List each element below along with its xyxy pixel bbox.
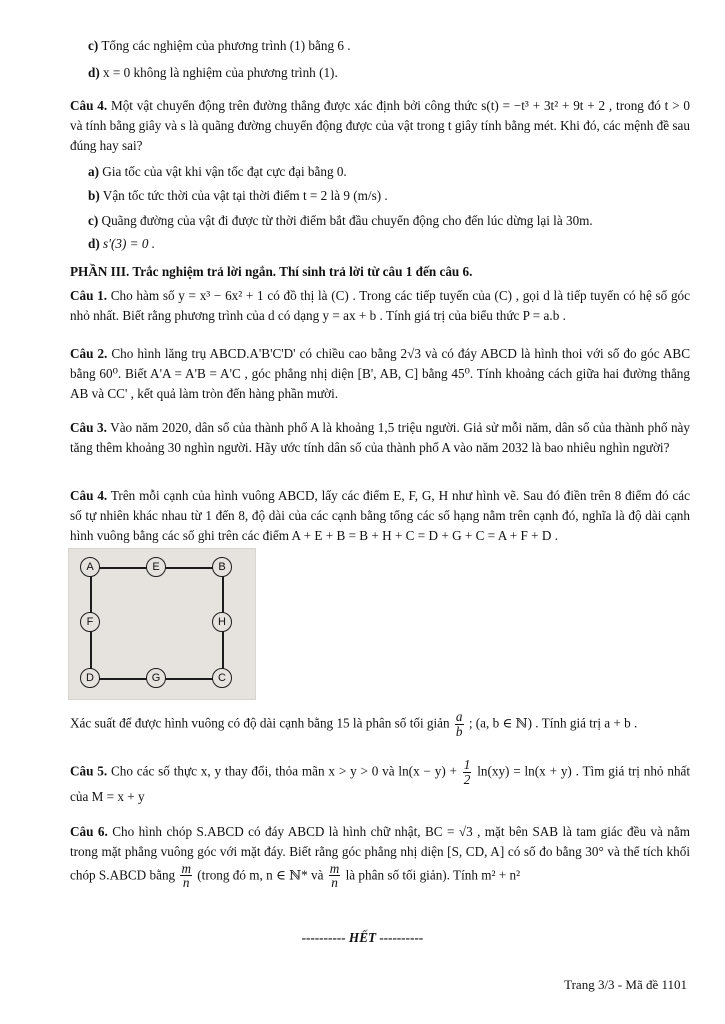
statement-d-prev: d) x = 0 không là nghiệm của phương trình (1). (88, 65, 338, 80)
question-1: Câu 1. Cho hàm số y = x³ − 6x² + 1 có đồ thị là (C) . Trong các tiếp tuyến của (C) , gọi d là tiếp tuyến có hệ số góc nhỏ nhất. Biết rằng phương trình của d có dạng y = ax + b . Tính giá trị của biểu thức P = a.b . (70, 288, 690, 323)
question-6: Câu 6. Cho hình chóp S.ABCD có đáy ABCD là hình chữ nhật, BC = √3 , mặt bên SAB là tam giác đều và nằm trong mặt phẳng vuông góc với mặt đáy. Biết rằng góc phẳng nhị diện [S, CD, A] có số đo bằng 30° và thể tích khối chóp S.ABCD bằng $\frac{m}{n}$ (trong đó m, n ∈ ℕ* và $\frac{m}{n}$ là phân số tối giản). Tính m² + n² (70, 824, 691, 891)
square-figure (68, 548, 256, 700)
section-3-heading: PHẦN III. Trắc nghiệm trả lời ngắn. Thí sinh trả lời từ câu 1 đến câu 6. (70, 264, 473, 279)
statement-c-prev: c) Tổng các nghiệm của phương trình (1) bằng 6 . (88, 38, 351, 53)
question-3: Câu 3. Vào năm 2020, dân số của thành phố A là khoảng 1,5 triệu người. Giả sử mỗi năm, dân số của thành phố này tăng thêm khoảng 30 nghìn người. Hãy ước tính dân số của thành phố A vào năm 2032 là bao nhiêu nghìn người? (70, 420, 691, 455)
page-number: Trang 3/3 - Mã đề 1101 (564, 977, 687, 992)
point-g: G (146, 668, 166, 688)
q4p2-statement-b: b) Vận tốc tức thời của vật tại thời điểm t = 2 là 9 (m/s) . (88, 188, 388, 203)
point-b: B (212, 557, 232, 577)
question-4-probability: Xác suất để được hình vuông có độ dài cạnh bằng 15 là phân số tối giản $\frac{a}{b}$ ; (a, b ∈ ℕ) . Tính giá trị a + b . (70, 709, 638, 739)
question-5: Câu 5. Cho các số thực x, y thay đổi, thỏa mãn x > y > 0 và ln(x − y) + $\frac{1}{2}$ ln(xy) = ln(x + y) . Tìm giá trị nhỏ nhất của M = x + y (70, 757, 691, 804)
point-a: A (80, 557, 100, 577)
point-e: E (146, 557, 166, 577)
q4p2-statement-d: d) s'(3) = 0 . (88, 236, 156, 251)
fraction-a-b: $\frac{a}{b}$ (455, 709, 463, 739)
point-c: C (212, 668, 232, 688)
point-d: D (80, 668, 100, 688)
fraction-half: $\frac{1}{2}$ (463, 757, 471, 787)
question-2: Câu 2. Cho hình lăng trụ ABCD.A'B'C'D' có chiều cao bằng 2√3 và có đáy ABCD là hình thoi với số đo góc ABC bằng 60⁰. Biết A'A = A'B = A'C , góc phẳng nhị diện [B', AB, C] bằng 45⁰. Tính khoảng cách giữa hai đường thẳng AB và CC' , kết quả làm tròn đến hàng phần mười. (70, 346, 690, 401)
end-marker: ---------- HẾT ---------- (301, 930, 424, 945)
q4p2-statement-a: a) Gia tốc của vật khi vận tốc đạt cực đại bằng 0. (88, 164, 347, 179)
fraction-m-n-2: $\frac{m}{n}$ (329, 860, 340, 891)
question-4: Câu 4. Trên mỗi cạnh của hình vuông ABCD, lấy các điểm E, F, G, H như hình vẽ. Sau đó điền trên 8 điểm đó các số tự nhiên khác nhau từ 1 đến 8, độ dài của các cạnh bằng tổng các số hạng nằm trên cạnh đó, nghĩa là độ dài cạnh hình vuông bằng các số ghi trên các điểm A + E + B = B + H + C = D + G + C = A + F + D . (70, 488, 691, 543)
point-h: H (212, 612, 232, 632)
fraction-m-n-1: $\frac{m}{n}$ (181, 860, 191, 891)
q4p2-statement-c: c) Quãng đường của vật đi được từ thời điểm bắt đầu chuyển động cho đến lúc dừng lại là 30m. (88, 213, 593, 228)
question-4-part2: Câu 4. Một vật chuyển động trên đường thẳng được xác định bởi công thức s(t) = −t³ + 3t² + 9t + 2 , trong đó t > 0 và tính bằng giây và s là quãng đường chuyển động được của vật trong t giây tính bằng mét. Khi đó, các mệnh đề sau đúng hay sai? (70, 98, 691, 153)
point-f: F (80, 612, 100, 632)
